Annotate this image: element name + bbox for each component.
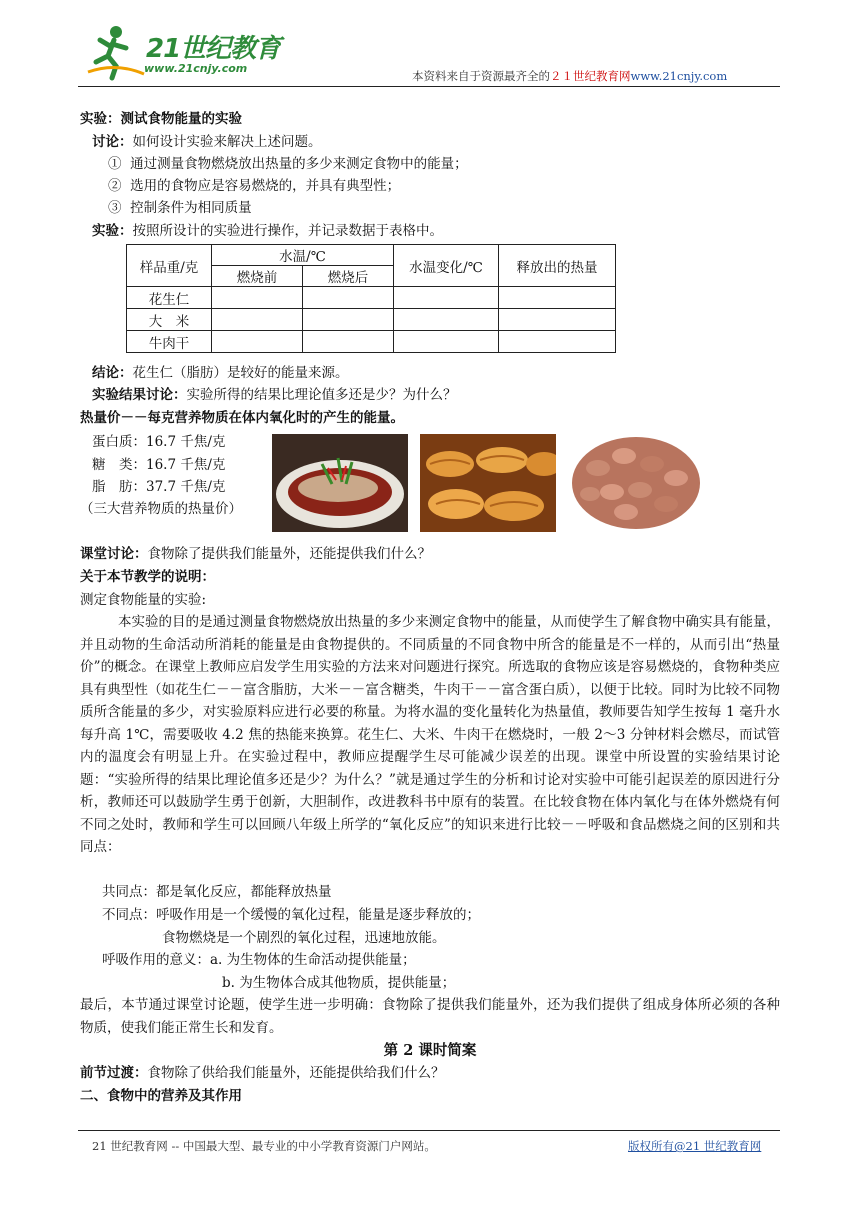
logo-text: 21世纪教育 [146, 34, 281, 64]
point-1-num: ① [108, 156, 122, 172]
conclusion-line [92, 363, 349, 383]
table-cell [499, 331, 616, 353]
heat-value-fat: 脂 肪：37.7 千焦/克 [92, 479, 226, 495]
site-logo [86, 22, 286, 84]
discussion-line [92, 132, 322, 152]
footer-divider [78, 1130, 780, 1131]
header-note-url[interactable]: www.21cnjy.com [630, 69, 728, 83]
footer-text: 21 世纪教育网 -- 中国最大型、最专业的中小学教育资源门户网站。 [92, 1139, 436, 1153]
result-discussion-label: 实验结果讨论： [92, 387, 187, 403]
experiment-step-label: 实验： [92, 223, 133, 239]
point-3-num: ③ [108, 200, 122, 216]
transition-line [80, 1063, 445, 1083]
header-note-prefix: 本资料来自于资源最齐全的 [412, 69, 550, 83]
table-header-after: 燃烧后 [303, 266, 394, 287]
table-cell [394, 331, 499, 353]
point-1 [108, 154, 468, 174]
transition-label: 前节过渡： [80, 1065, 148, 1081]
difference-2: 食物燃烧是一个剧烈的氧化过程，迅速地放能。 [162, 930, 446, 946]
explanation-title: 关于本节教学的说明： [80, 569, 215, 585]
table-header-sample: 样品重/克 [127, 245, 212, 287]
section-heading: 二、食物中的营养及其作用 [80, 1088, 242, 1104]
table-row [127, 287, 616, 309]
explanation-subtitle: 测定食物能量的实验: [80, 592, 207, 608]
table-header-change: 水温变化/℃ [394, 245, 499, 287]
heat-value-title: 热量价－－每克营养物质在体内氧化时的产生的能量。 [80, 410, 404, 426]
result-discussion-line [92, 385, 457, 405]
point-2-num: ② [108, 178, 122, 194]
point-2-text: 选用的食物应是容易燃烧的，并具有典型性； [130, 178, 401, 194]
table-row [127, 309, 616, 331]
logo-url: www.21cnjy.com [144, 62, 248, 75]
heat-value-note: （三大营养物质的热量价） [80, 501, 242, 517]
point-3-text: 控制条件为相同质量 [130, 200, 252, 216]
table-cell [394, 309, 499, 331]
difference-1: 不同点：呼吸作用是一个缓慢的氧化过程，能量是逐步释放的； [102, 907, 480, 923]
table-cell [499, 309, 616, 331]
table-header-before: 燃烧前 [212, 266, 303, 287]
experiment-step-text: 按照所设计的实验进行操作，并记录数据于表格中。 [132, 223, 443, 239]
lesson2-title: 第 2 课时简案 [383, 1042, 477, 1059]
data-table [126, 244, 616, 353]
table-cell [212, 287, 303, 309]
table-cell [212, 331, 303, 353]
discussion-label: 讨论： [92, 134, 133, 150]
point-1-text: 通过测量食物燃烧放出热量的多少来测定食物中的能量； [130, 156, 468, 172]
bread-rolls-image [420, 434, 556, 532]
table-cell [303, 287, 394, 309]
heat-value-protein: 蛋白质：16.7 千焦/克 [92, 434, 226, 450]
class-discussion-label: 课堂讨论： [80, 546, 148, 562]
respiration-meaning-2: b. 为生物体合成其他物质，提供能量； [222, 975, 456, 991]
result-discussion-text: 实验所得的结果比理论值多还是少？为什么？ [186, 387, 457, 403]
table-header-water-temp: 水温/℃ [212, 245, 394, 266]
point-2 [108, 176, 400, 196]
table-row-label: 牛肉干 [127, 331, 212, 353]
table-row-label: 大 米 [127, 309, 212, 331]
header-note-site: ２１世纪教育网 [550, 69, 631, 83]
heat-value-sugar: 糖 类：16.7 千焦/克 [92, 457, 226, 473]
experiment-step-line [92, 221, 443, 241]
table-cell [394, 287, 499, 309]
runner-logo-icon [86, 22, 146, 82]
conclusion-text: 花生仁（脂肪）是较好的能量来源。 [132, 365, 349, 381]
transition-text: 食物除了供给我们能量外，还能提供给我们什么？ [147, 1065, 445, 1081]
table-cell [499, 287, 616, 309]
experiment-title: 实验：测试食物能量的实验 [80, 111, 242, 127]
final-paragraph: 最后，本节通过课堂讨论题，使学生进一步明确：食物除了提供我们能量外，还为我们提供了组成身体所必须的各种物质，使我们能正常生长和发育。 [80, 997, 780, 1036]
header-divider [78, 86, 780, 87]
respiration-meaning-1: 呼吸作用的意义：a. 为生物体的生命活动提供能量； [102, 952, 416, 968]
table-cell [303, 309, 394, 331]
peanuts-image [568, 434, 704, 532]
common-point: 共同点：都是氧化反应，都能释放热量 [102, 884, 332, 900]
discussion-text: 如何设计实验来解决上述问题。 [132, 134, 322, 150]
header-note [412, 68, 727, 84]
table-cell [212, 309, 303, 331]
class-discussion-line [80, 544, 431, 564]
class-discussion-text: 食物除了提供我们能量外，还能提供我们什么？ [147, 546, 431, 562]
fish-dish-image [272, 434, 408, 532]
table-row-label: 花生仁 [127, 287, 212, 309]
explanation-paragraph: 本实验的目的是通过测量食物燃烧放出热量的多少来测定食物中的能量，从而使学生了解食物中确实具有能量，并且动物的生命活动所消耗的能量是由食物提供的。不同质量的不同食物中所含的能量是不一样的，从而引出“热量价”的概念。在课堂上教师应启发学生用实验的方法来对问题进行探究。所选取的食物应该是容易燃烧的，食物种类应具有典型性（如花生仁－－富含脂肪，大米－－富含糖类，牛肉干－－富含蛋白质），以便于比较。同时为比较不同物质所含能量的多少，对实验原料应进行必要的称量。为将水温的变化量转化为热量值，教师要告知学生按每 1 毫升水每升高 1℃，需要吸收 4.2 焦的热能来换算。花生仁、大米、牛肉干在燃烧时，一般 2～3 分钟材料会燃尽，而试管内的温度会有明显上升。在实验过程中，教师应提醒学生尽可能减少误差的出现。课堂中所设置的实验结果讨论题：“实验所得的结果比理论值多还是少？为什么？”就是通过学生的分析和讨论对实验中可能引起误差的原因进行分析，教师还可以鼓励学生勇于创新，大胆制作，改进教科书中原有的装置。在比较食物在体内氧化与在体外燃烧有何不同之处时，教师和学生可以回顾八年级上所学的“氧化反应”的知识来进行比较－－呼吸和食品燃烧之间的区别和共同点： [80, 614, 780, 855]
table-header-heat: 释放出的热量 [499, 245, 616, 287]
point-3 [108, 198, 252, 218]
table-row [127, 331, 616, 353]
conclusion-label: 结论： [92, 365, 133, 381]
copyright-link[interactable]: 版权所有@21 世纪教育网 [628, 1139, 762, 1153]
table-cell [303, 331, 394, 353]
